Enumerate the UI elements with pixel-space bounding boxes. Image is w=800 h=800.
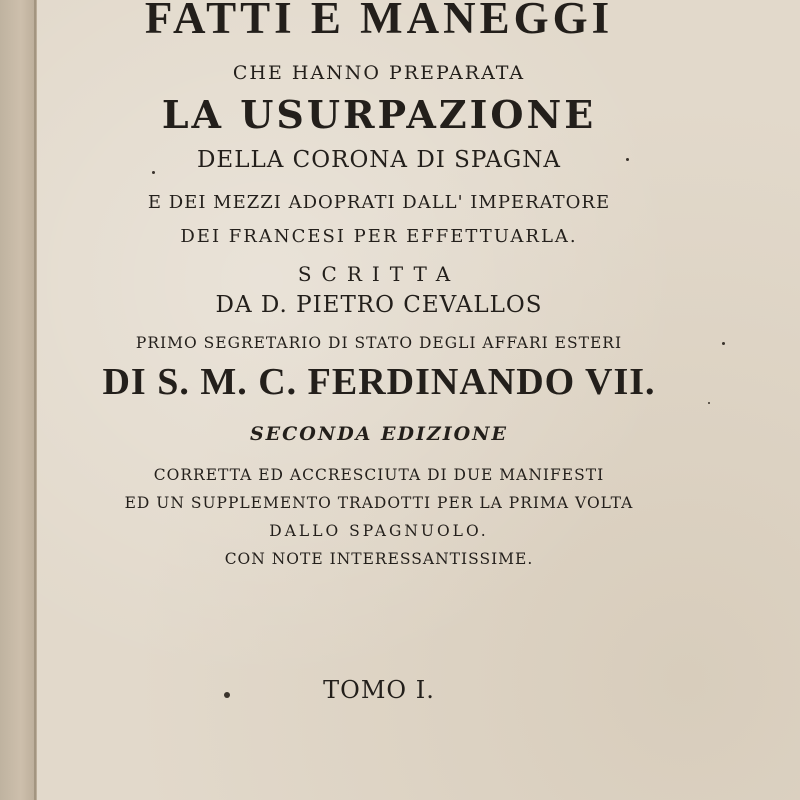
means-line: E DEI MEZZI ADOPRATI DALL' IMPERATORE [147,192,611,213]
book-spine-edge [0,0,38,800]
paper-speck [626,158,629,161]
volume-label: TOMO I. [323,676,435,704]
corrected-line: CORRETTA ED ACCRESCIUTA DI DUE MANIFESTI [153,466,605,484]
french-line: DEI FRANCESI PER EFFETTUARLA. [180,226,578,247]
edition-line: SECONDA EDIZIONE [249,423,509,445]
supplement-line: ED UN SUPPLEMENTO TRADOTTI PER LA PRIMA VOLTA [124,494,634,512]
paper-speck [722,342,725,345]
author-role-line: PRIMO SEGRETARIO DI STATO DEGLI AFFARI ESTERI [135,334,623,352]
crown-line: DELLA CORONA DI SPAGNA [196,147,562,173]
subtitle-line: CHE HANNO PREPARATA [232,62,526,84]
main-heading: LA USURPAZIONE [161,92,597,137]
paper-speck [708,402,710,404]
paper-speck [224,692,230,698]
written-line: SCRITTA [297,262,461,286]
author-line: DA D. PIETRO CEVALLOS [215,292,543,318]
notes-line: CON NOTE INTERESSANTISSIME. [224,550,534,568]
paper-speck [152,171,155,174]
king-line: DI S. M. C. FERDINANDO VII. [102,361,656,403]
book-title: FATTI E MANEGGI [144,0,614,43]
translated-from-line: DALLO SPAGNUOLO. [269,522,489,540]
gutter-line [34,0,36,800]
